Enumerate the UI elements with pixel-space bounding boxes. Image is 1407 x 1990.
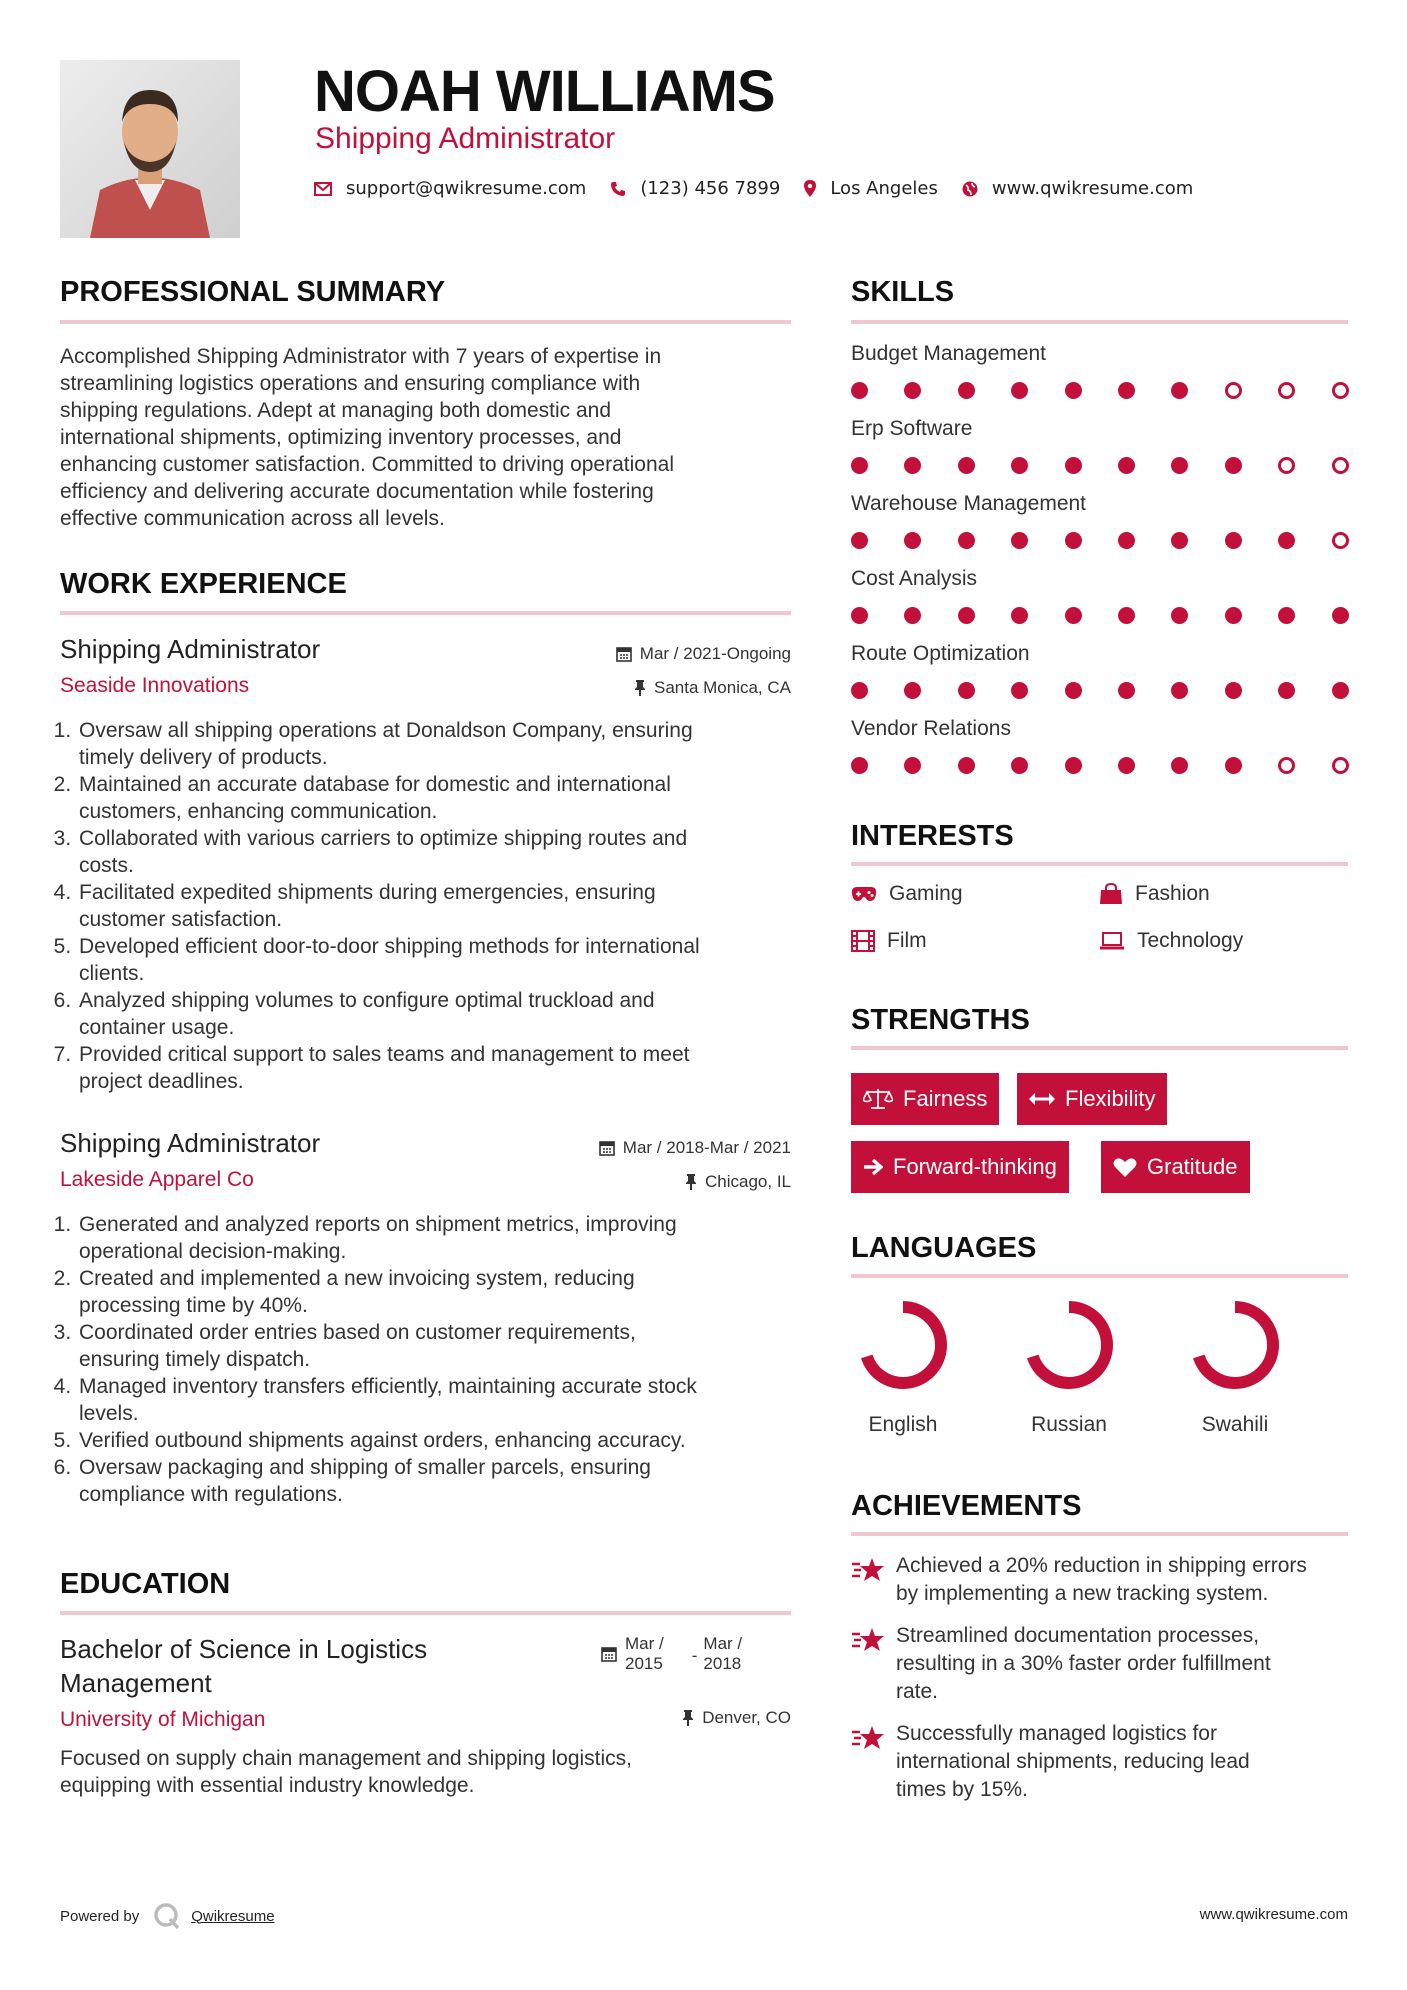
contact-bar <box>314 178 1217 199</box>
skill-rating <box>851 682 1351 702</box>
calendar-icon <box>599 1140 615 1156</box>
job-2-bullets <box>59 1211 804 1508</box>
pin-icon <box>682 1710 694 1726</box>
list-item: 4. Facilitated expedited shipments during emergencies, ensuring customer satisfaction. <box>77 879 804 933</box>
education-location-text: Denver, CO <box>702 1708 791 1727</box>
skill-dot-filled <box>1011 457 1028 474</box>
summary-line: Accomplished Shipping Administrator with 7 years of expertise in <box>60 345 662 368</box>
strength-badge-flexibility: Flexibility <box>1017 1073 1167 1125</box>
interest-label: Technology <box>1137 929 1244 952</box>
skill-dot-empty <box>1332 757 1349 774</box>
skill-name: Cost Analysis <box>851 567 978 590</box>
skill-dot-filled <box>1171 682 1188 699</box>
skill-dot-filled <box>1065 532 1082 549</box>
contact-website[interactable] <box>962 178 1193 199</box>
list-item: 6. Analyzed shipping volumes to configure optimal truckload and container usage. <box>77 987 804 1041</box>
achievements-heading: ACHIEVEMENTS <box>851 1490 1082 1522</box>
film-icon <box>851 930 875 952</box>
skill-dot-empty <box>1332 532 1349 549</box>
arrows-horizontal-icon <box>1029 1092 1055 1106</box>
skill-dot-filled <box>958 682 975 699</box>
strengths-heading: STRENGTHS <box>851 1004 1030 1036</box>
list-item: 5. Verified outbound shipments against orders, enhancing accuracy. <box>77 1427 804 1454</box>
contact-phone-text: (123) 456 7899 <box>640 178 781 199</box>
interest-label: Film <box>887 929 927 952</box>
skill-name: Erp Software <box>851 417 973 440</box>
job-2-date <box>599 1138 791 1158</box>
skill-dot-filled <box>1065 457 1082 474</box>
languages-divider <box>851 1274 1348 1278</box>
profile-photo <box>60 60 240 238</box>
skill-name: Vendor Relations <box>851 717 1011 740</box>
job-1-company: Seaside Innovations <box>60 674 250 697</box>
job-2-location-text: Chicago, IL <box>705 1172 791 1191</box>
interests-divider <box>851 862 1348 866</box>
education-degree: Bachelor of Science in Logistics Management <box>60 1634 428 1698</box>
skill-dot-filled <box>1171 757 1188 774</box>
interest-gaming <box>851 882 963 906</box>
language-ring-arc <box>1197 1307 1273 1383</box>
globe-icon <box>962 181 978 197</box>
summary-text <box>60 343 800 532</box>
skill-name: Warehouse Management <box>851 492 1087 515</box>
language-ring <box>1170 1298 1300 1394</box>
job-1-date <box>616 644 791 664</box>
skill-dot-filled <box>1118 532 1135 549</box>
pin-icon <box>634 680 646 696</box>
education-date-sep: - <box>691 1646 698 1665</box>
star-icon <box>851 1556 885 1588</box>
education-end-month: Mar / <box>703 1634 743 1653</box>
skill-dot-filled <box>958 757 975 774</box>
skill-dot-filled <box>904 382 921 399</box>
contact-email-text: support@qwikresume.com <box>346 178 587 199</box>
gamepad-icon <box>851 886 877 902</box>
language-ring-arc <box>1031 1307 1107 1383</box>
skill-name: Route Optimization <box>851 642 1030 665</box>
skill-dot-filled <box>1011 757 1028 774</box>
skill-rating <box>851 532 1351 552</box>
list-item: 1. Generated and analyzed reports on shipment metrics, improving operational decision-making. <box>77 1211 804 1265</box>
skill-dot-filled <box>904 457 921 474</box>
summary-line: international shipments, optimizing inventory processes, and <box>60 426 622 449</box>
skill-name: Budget Management <box>851 342 1046 365</box>
qwikresume-link[interactable]: Qwikresume <box>191 1907 275 1925</box>
job-1-date-text: Mar / 2021-Ongoing <box>639 644 791 663</box>
skill-dot-filled <box>1011 682 1028 699</box>
skill-dot-filled <box>1171 457 1188 474</box>
education-end-year: 2018 <box>703 1654 742 1673</box>
contact-location <box>804 178 938 199</box>
summary-line: enhancing customer satisfaction. Committed to driving operational <box>60 453 674 476</box>
skill-dot-filled <box>1011 532 1028 549</box>
shopping-bag-icon <box>1099 883 1123 905</box>
summary-line: efficiency and delivering accurate documentation while fostering <box>60 480 654 503</box>
skill-dot-filled <box>1011 607 1028 624</box>
qwikresume-logo-icon <box>153 1902 181 1930</box>
interest-label: Gaming <box>889 882 963 905</box>
education-description: Focused on supply chain management and shipping logistics, equipping with essential industry knowledge. <box>60 1747 633 1797</box>
list-item: 6. Oversaw packaging and shipping of smaller parcels, ensuring compliance with regulations. <box>77 1454 804 1508</box>
heart-icon <box>1113 1157 1137 1178</box>
language-name: Russian <box>1031 1413 1107 1436</box>
education-date <box>601 1634 742 1674</box>
skill-dot-empty <box>1278 757 1295 774</box>
skill-dot-empty <box>1332 457 1349 474</box>
list-item: 3. Coordinated order entries based on customer requirements, ensuring timely dispatch. <box>77 1319 804 1373</box>
list-item: 5. Developed efficient door-to-door shipping methods for international clients. <box>77 933 804 987</box>
summary-divider <box>60 320 791 324</box>
footer-website[interactable]: www.qwikresume.com <box>1199 1906 1348 1923</box>
education-heading: EDUCATION <box>60 1568 231 1600</box>
skill-dot-filled <box>1065 682 1082 699</box>
summary-heading: PROFESSIONAL SUMMARY <box>60 276 446 308</box>
skill-dot-filled <box>904 607 921 624</box>
job-1-location <box>634 678 791 698</box>
skill-dot-filled <box>958 382 975 399</box>
summary-line: shipping regulations. Adept at managing both domestic and <box>60 399 612 422</box>
language-ring <box>1004 1298 1134 1394</box>
experience-heading: WORK EXPERIENCE <box>60 568 347 600</box>
skill-dot-filled <box>1171 382 1188 399</box>
contact-location-text: Los Angeles <box>830 178 938 199</box>
list-item: 1. Oversaw all shipping operations at Donaldson Company, ensuring timely delivery of products. <box>77 717 804 771</box>
interests-heading: INTERESTS <box>851 820 1014 852</box>
education-school: University of Michigan <box>60 1708 266 1731</box>
skill-dot-filled <box>851 457 868 474</box>
strength-badge-forward-thinking: Forward-thinking <box>851 1141 1069 1193</box>
calendar-icon <box>616 646 632 662</box>
skill-dot-filled <box>851 682 868 699</box>
contact-website-text: www.qwikresume.com <box>991 178 1194 199</box>
summary-line: effective communication across all levels. <box>60 507 445 530</box>
laptop-icon <box>1099 932 1125 950</box>
skill-dot-filled <box>851 532 868 549</box>
interest-fashion <box>1099 882 1210 906</box>
skill-dot-filled <box>1171 532 1188 549</box>
phone-icon <box>610 181 626 197</box>
summary-line: streamlining logistics operations and ensuring compliance with <box>60 372 641 395</box>
skill-dot-filled <box>1225 757 1242 774</box>
balance-scale-icon <box>863 1088 893 1110</box>
star-icon <box>851 1724 885 1756</box>
skill-dot-filled <box>1118 607 1135 624</box>
skill-dot-filled <box>1118 457 1135 474</box>
achievement-item: Achieved a 20% reduction in shipping errors by implementing a new tracking system. <box>896 1554 1307 1605</box>
language-ring-arc <box>865 1307 941 1383</box>
skill-dot-filled <box>904 682 921 699</box>
skill-dot-filled <box>1278 682 1295 699</box>
skill-dot-filled <box>904 757 921 774</box>
envelope-icon <box>314 182 332 196</box>
list-item: 7. Provided critical support to sales teams and management to meet project deadlines. <box>77 1041 804 1095</box>
skill-dot-filled <box>851 607 868 624</box>
skills-divider <box>851 320 1348 324</box>
language-name: English <box>868 1413 938 1436</box>
arrow-right-icon <box>863 1158 883 1176</box>
candidate-title: Shipping Administrator <box>315 122 616 155</box>
language-ring <box>838 1298 968 1394</box>
pin-icon <box>685 1174 697 1190</box>
list-item: 2. Maintained an accurate database for domestic and international customers, enhancing communication. <box>77 771 804 825</box>
list-item: 3. Collaborated with various carriers to optimize shipping routes and costs. <box>77 825 804 879</box>
skill-dot-filled <box>958 532 975 549</box>
skill-dot-filled <box>1065 607 1082 624</box>
skill-dot-empty <box>1278 382 1295 399</box>
map-marker-icon <box>804 180 816 197</box>
achievement-item: Streamlined documentation processes, resulting in a 30% faster order fulfillment rate. <box>896 1624 1271 1703</box>
languages-heading: LANGUAGES <box>851 1232 1037 1264</box>
skill-dot-filled <box>1225 532 1242 549</box>
skill-dot-filled <box>1225 607 1242 624</box>
list-item: 2. Created and implemented a new invoicing system, reducing processing time by 40%. <box>77 1265 804 1319</box>
skill-dot-filled <box>1278 607 1295 624</box>
skill-rating <box>851 457 1351 477</box>
skill-dot-filled <box>1171 607 1188 624</box>
skill-dot-filled <box>1225 457 1242 474</box>
skill-dot-filled <box>1011 382 1028 399</box>
job-2-company: Lakeside Apparel Co <box>60 1168 254 1191</box>
interest-label: Fashion <box>1135 882 1210 905</box>
job-1-title: Shipping Administrator <box>60 634 321 664</box>
skill-dot-filled <box>1332 682 1349 699</box>
achievement-item: Successfully managed logistics for international shipments, reducing lead times by 15%. <box>896 1722 1250 1801</box>
interest-technology <box>1099 929 1243 953</box>
skill-dot-filled <box>958 607 975 624</box>
education-start-month: Mar / <box>625 1634 664 1653</box>
strength-badge-fairness: Fairness <box>851 1073 999 1125</box>
skill-dot-filled <box>1278 532 1295 549</box>
contact-phone[interactable] <box>610 178 780 199</box>
job-2-title: Shipping Administrator <box>60 1128 321 1158</box>
education-start-year: 2015 <box>625 1654 663 1673</box>
skill-dot-empty <box>1225 382 1242 399</box>
skill-dot-filled <box>1118 682 1135 699</box>
skill-dot-filled <box>1225 682 1242 699</box>
skill-dot-filled <box>1118 382 1135 399</box>
job-2-date-text: Mar / 2018-Mar / 2021 <box>622 1138 791 1157</box>
strengths-divider <box>851 1046 1348 1050</box>
contact-email[interactable] <box>314 178 586 199</box>
list-item: 4. Managed inventory transfers efficiently, maintaining accurate stock levels. <box>77 1373 804 1427</box>
interest-film <box>851 929 927 953</box>
skill-dot-filled <box>958 457 975 474</box>
powered-by-label: Powered by <box>60 1907 140 1925</box>
education-location <box>682 1708 791 1728</box>
skill-dot-filled <box>851 757 868 774</box>
skill-dot-filled <box>1332 607 1349 624</box>
calendar-icon <box>601 1646 617 1662</box>
language-name: Swahili <box>1201 1413 1269 1436</box>
job-1-bullets <box>59 717 804 1095</box>
candidate-name: NOAH WILLIAMS <box>314 59 775 124</box>
achievements-divider <box>851 1532 1348 1536</box>
skill-rating <box>851 382 1351 402</box>
skills-heading: SKILLS <box>851 276 955 308</box>
footer-powered-by <box>60 1902 275 1930</box>
strength-badge-gratitude: Gratitude <box>1101 1141 1250 1193</box>
skill-dot-filled <box>851 382 868 399</box>
skill-rating <box>851 757 1351 777</box>
job-2-location <box>685 1172 791 1192</box>
skill-dot-filled <box>1118 757 1135 774</box>
skill-dot-empty <box>1278 457 1295 474</box>
skill-dot-filled <box>1065 757 1082 774</box>
education-divider <box>60 1611 791 1615</box>
skill-dot-filled <box>1065 382 1082 399</box>
skill-rating <box>851 607 1351 627</box>
skill-dot-empty <box>1332 382 1349 399</box>
experience-divider <box>60 611 791 615</box>
job-1-location-text: Santa Monica, CA <box>653 678 791 697</box>
skill-dot-filled <box>904 532 921 549</box>
star-icon <box>851 1626 885 1658</box>
